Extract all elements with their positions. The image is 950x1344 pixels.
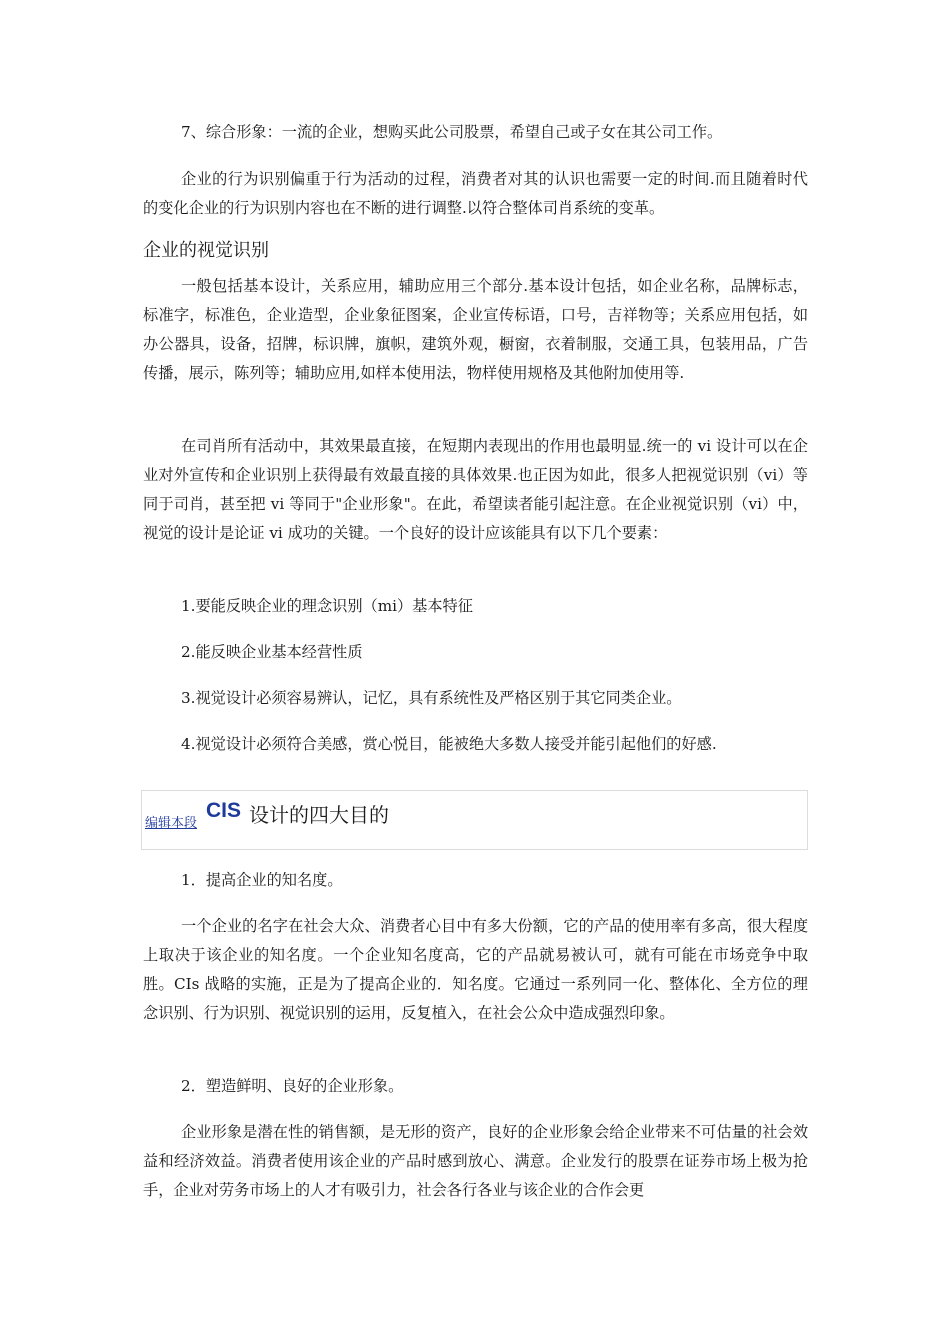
paragraph-behavior-identity: 企业的行为识别偏重于行为活动的过程，消费者对其的认识也需要一定的时间.而且随着时代的变化企业的行为识别内容也在不断的进行调整.以符合整体司肖系统的变革。 [143, 170, 808, 217]
section-header-box [141, 790, 808, 850]
purpose-heading-awareness: 1．提高企业的知名度。 [181, 871, 343, 889]
purpose-heading-image: 2．塑造鲜明、良好的企业形象。 [181, 1077, 404, 1095]
section-title-cis: CIS [206, 799, 242, 822]
list-item: 3.视觉设计必须容易辨认，记忆，具有系统性及严格区别于其它同类企业。 [181, 689, 682, 707]
paragraph-corporate-image: 企业形象是潜在性的销售额，是无形的资产，良好的企业形象会给企业带来不可估量的社会效益和经济效益。消费者使用该企业的产品时感到放心、满意。企业发行的股票在证券市场上极为抢手，企业对劳务市场上的人才有吸引力，社会各行各业与该企业的合作会更 [143, 1123, 808, 1199]
section-title: 设计的四大目的 [249, 803, 389, 827]
heading-visual-identity: 企业的视觉识别 [143, 240, 269, 261]
list-item: 1.要能反映企业的理念识别（mi）基本特征 [181, 597, 473, 615]
list-item: 4.视觉设计必须符合美感，赏心悦目，能被绝大多数人接受并能引起他们的好感. [181, 735, 717, 753]
paragraph-visual-identity-scope: 一般包括基本设计，关系应用，辅助应用三个部分.基本设计包括，如企业名称，品牌标志，标准字，标准色，企业造型，企业象征图案，企业宣传标语，口号，吉祥物等；关系应用包括，如办公器具，设备，招牌，标识牌，旗帜，建筑外观，橱窗，衣着制服，交通工具，包装用品，广告传播，展示，陈列等；辅助应用,如样本使用法，物样使用规格及其他附加使用等. [143, 277, 808, 382]
edit-section-link[interactable]: 编辑本段 [145, 816, 198, 831]
paragraph-vi-importance: 在司肖所有活动中，其效果最直接，在短期内表现出的作用也最明显.统一的 vi 设计可以在企业对外宣传和企业识别上获得最有效最直接的具体效果.也正因为如此，很多人把视觉识别（vi）等同于司肖，甚至把 vi 等同于"企业形象"。在此，希望读者能引起注意。在企业视觉识别（vi）中，视觉的设计是论证 vi 成功的关键。一个良好的设计应该能具有以下几个要素： [143, 437, 808, 542]
paragraph-overall-image: 7、综合形象：一流的企业，想购买此公司股票，希望自己或子女在其公司工作。 [181, 123, 723, 141]
paragraph-awareness: 一个企业的名字在社会大众、消费者心目中有多大份额，它的产品的使用率有多高，很大程度上取决于该企业的知名度。一个企业知名度高，它的产品就易被认可，就有可能在市场竞争中取胜。CIs 战略的实施，正是为了提高企业的．知名度。它通过一系列同一化、整体化、全方位的理念识别、行为识别、视觉识别的运用，反复植入，在社会公众中造成强烈印象。 [143, 917, 808, 1022]
list-item: 2.能反映企业基本经营性质 [181, 643, 363, 661]
